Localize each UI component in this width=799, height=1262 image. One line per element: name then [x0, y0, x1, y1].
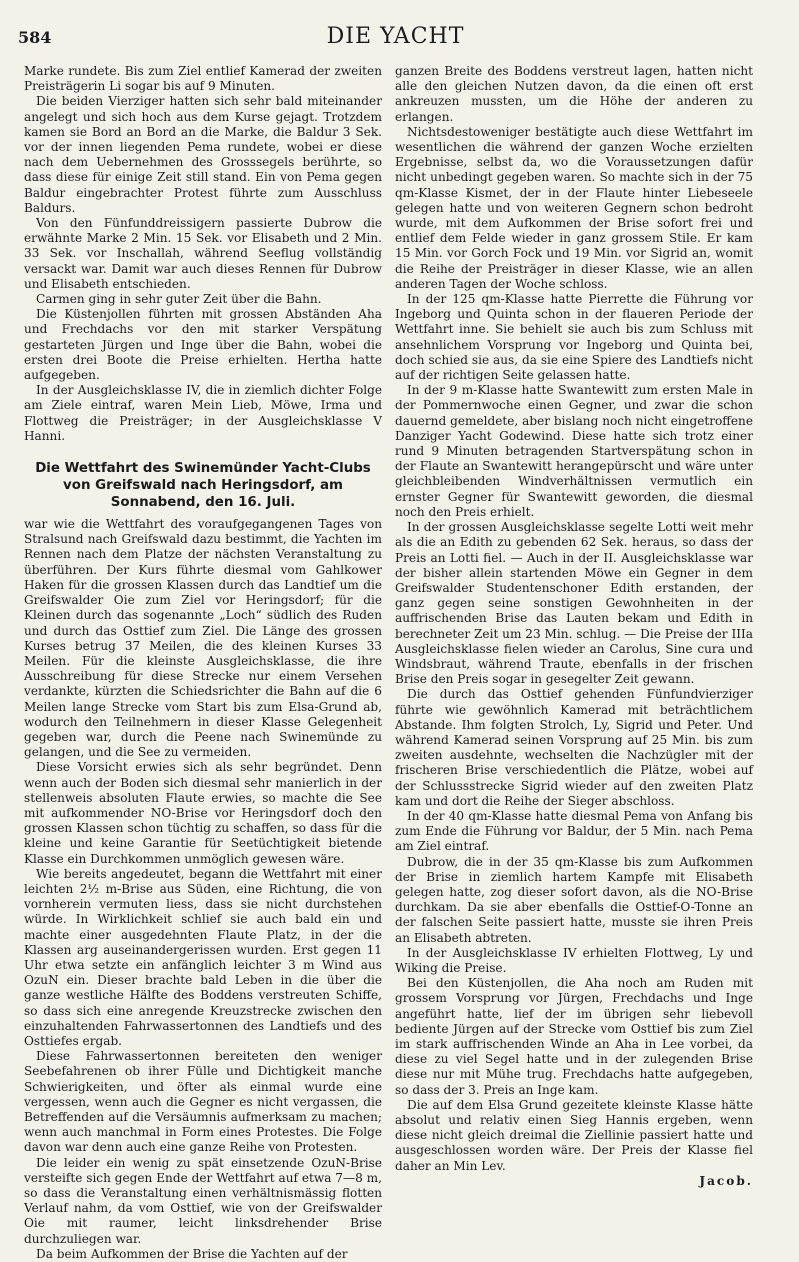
paragraph: Die leider ein wenig zu spät einsetzende OzuN-Brise versteifte sich gegen Ende der Wettfahrt auf etwa 7—8 m, so dass die Veranstaltung einen verhältnismässig flotten Verlauf nahm, da vom Osttief, wie von der Greifswalder Oie mit raumer, leicht linksdrehender Brise durchzuliegen war. [24, 1155, 382, 1246]
paragraph: Die beiden Vierziger hatten sich sehr bald miteinander angelegt und sich hoch aus dem Kurse gejagt. Trotzdem kamen sie Bord an Bord an die Marke, die Baldur 3 Sek. vor der innen liegenden Pema rundete, wobei er diese nach dem Uebernehmen des Grosssegels berührte, so dass diese für einige Zeit still stand. Ein von Pema gegen Baldur eingebrachter Protest führte zum Ausschluss Baldurs. [24, 94, 382, 215]
paragraph: In der 9 m-Klasse hatte Swantewitt zum ersten Male in der Pommernwoche einen Gegner, und zwar die schon dauernd gemeldete, aber bislang noch nicht eingetroffene Danziger Yacht Godewind. Diese hatte sich trotz einer rund 9 Minuten betragenden Startverspätung schon in der Flaute an Swantewitt herangepürscht und wäre unter gleichbleibenden Windverhältnissen vermutlich ein ernster Gegner für Swantewitt geworden, die diesmal noch den Preis erhielt. [395, 383, 753, 519]
paragraph: Bei den Küstenjollen, die Aha noch am Ruden mit grossem Vorsprung vor Jürgen, Frechdachs und Inge angeführt hatte, lief der im übrigen sehr liebevoll bediente Jürgen auf der Strecke vom Osttief bis zum Ziel im stark auffrischenden Winde an Aha in Lee vorbei, da diese zu viel Segel hatte und in der zulegenden Brise diese nur mit Mühe trug. Frechdachs hatte aufgegeben, so dass der 3. Preis an Inge kam. [395, 976, 753, 1097]
paragraph: Nichtsdestoweniger bestätigte auch diese Wettfahrt im wesentlichen die während der ganzen Woche erzielten Ergebnisse, selbst da, wo die Voraussetzungen dafür nicht unbedingt gegeben waren. So machte sich in der 75 qm-Klasse Kismet, der in der Flaute hinter Liebeseele gelegen hatte und von weiteren Gegnern schon bedroht wurde, mit dem Aufkommen der Brise sofort frei und entlief dem Felde wieder in ganz grossem Stile. Er kam 15 Min. vor Gorch Fock und 19 Min. vor Sigrid an, womit die Reihe der Preisträger in dieser Klasse, wie an allen anderen Tagen der Woche schloss. [395, 124, 753, 291]
page-number: 584 [18, 28, 52, 47]
page-header [18, 24, 773, 58]
paragraph: Die Küstenjollen führten mit grossen Abständen Aha und Frechdachs vor den mit starker Verspätung gestarteten Jürgen und Inge über die Bahn, wobei die ersten drei Boote die Preise erhielten. Hertha hatte aufgegeben. [24, 307, 382, 383]
section-heading: Die Wettfahrt des Swinemünder Yacht-Clubs von Greifswald nach Heringsdorf, am Sonnabend, den 16. Juli. [35, 461, 371, 511]
paragraph: In der 125 qm-Klasse hatte Pierrette die Führung vor Ingeborg und Quinta schon in der flaueren Periode der Wettfahrt inne. Sie behielt sie auch bis zum Schluss mit ansehnlichem Vorsprung vor Ingeborg und Quinta bei, doch schied sie aus, da sie eine Spiere des Landtiefs nicht auf der richtigen Seite gelassen hatte. [395, 292, 753, 383]
right-column [395, 64, 753, 1189]
author-signature: Jacob. [699, 1173, 753, 1188]
paragraph: Diese Vorsicht erwies sich als sehr begründet. Denn wenn auch der Boden sich diesmal sehr manierlich in der stellenweis absoluten Flaute erwies, so machte die See mit aufkommender NO-Brise vor Heringsdorf doch den grossen Klassen schon tüchtig zu schaffen, so dass für die kleine und keine Garantie für Seetüchtigkeit bietende Klasse ein Durchkommen unmöglich gewesen wäre. [24, 760, 382, 866]
paragraph: In der Ausgleichsklasse IV, die in ziemlich dichter Folge am Ziele eintraf, waren Mein Lieb, Möwe, Irma und Flottweg die Preisträger; in der Ausgleichsklasse V Hanni. [24, 383, 382, 443]
journal-title: DIE YACHT [326, 24, 465, 49]
paragraph: In der 40 qm-Klasse hatte diesmal Pema von Anfang bis zum Ende die Führung vor Baldur, der 5 Min. nach Pema am Ziel eintraf. [395, 808, 753, 854]
paragraph: Marke rundete. Bis zum Ziel entlief Kamerad der zweiten Preisträgerin Li sogar bis auf 9 Minuten. [24, 64, 382, 94]
paragraph: Diese Fahrwassertonnen bereiteten den weniger Seebefahrenen ob ihrer Fülle und Dichtigkeit manche Schwierigkeiten, und öfter als einmal wurde eine vergessen, wenn auch die Gegner es nicht vergassen, die Betreffenden auf die Versäumnis aufmerksam zu machen; wenn auch manchmal in Form eines Protestes. Die Folge davon war denn auch eine ganze Reihe von Protesten. [24, 1049, 382, 1155]
paragraph: Wie bereits angedeutet, begann die Wettfahrt mit einer leichten 2½ m-Brise aus Süden, eine Richtung, die von vornherein vermuten liess, dass sie nicht durchstehen würde. In Wirklichkeit schlief sie auch bald ein und machte einer ausgedehnten Flaute Platz, in der die Klassen arg auseinandergerissen wurden. Erst gegen 11 Uhr etwa setzte ein anfänglich leichter 3 m Wind aus OzuN ein. Dieser brachte bald Leben in die über die ganze westliche Hälfte des Boddens verstreuten Schiffe, so dass sich eine anregende Kreuzstrecke zwischen den einzuhaltenden Fahrwassertonnen des Landtiefs und des Osttiefes ergab. [24, 866, 382, 1048]
paragraph: war wie die Wettfahrt des voraufgegangenen Tages von Stralsund nach Greifswald dazu bestimmt, die Yachten im Rennen nach dem Platze der nächsten Veranstaltung zu überführen. Der Kurs führte diesmal vom Gahlkower Haken für die grossen Klassen durch das Landtief um die Greifswalder Oie zum Ziel vor Heringsdorf; für die Kleinen durch das sogenannte „Loch“ südlich des Ruden und durch das Osttief zum Ziel. Die Länge des grossen Kurses betrug 37 Meilen, die des kleinen Kurses 33 Meilen. Für die kleinste Ausgleichsklasse, die ihre Ausschreibung für diese Strecke nur einem Versehen verdankte, kürzten die Schiedsrichter die Bahn auf die 6 Meilen lange Strecke vom Start bis zum Elsa-Grund ab, wodurch den Teilnehmern in dieser Klasse Gelegenheit gegeben war, durch die Peene nach Swinemünde zu gelangen, und die See zu vermeiden. [24, 517, 382, 760]
paragraph: Da beim Aufkommen der Brise die Yachten auf der [36, 1246, 348, 1261]
paragraph: Carmen ging in sehr guter Zeit über die Bahn. [36, 292, 322, 307]
left-column [24, 64, 382, 1262]
paragraph: In der Ausgleichsklasse IV erhielten Flottweg, Ly und Wiking die Preise. [395, 945, 753, 975]
paragraph: Die durch das Osttief gehenden Fünfundvierziger führte wie gewöhnlich Kamerad mit beträchtlichem Abstande. Ihm folgten Strolch, Ly, Sigrid und Peter. Und während Kamerad seinen Vorsprung auf 25 Min. bis zum zweiten ausdehnte, wechselten die Nachzügler mit der frischeren Brise verschiedentlich die Plätze, wobei auf der Schlussstrecke Sigrid wieder auf den zweiten Platz kam und dort die Reihe der Sieger abschloss. [395, 687, 753, 808]
paragraph: Dubrow, die in der 35 qm-Klasse bis zum Aufkommen der Brise in ziemlich hartem Kampfe mit Elisabeth gelegen hatte, zog dieser sofort davon, als die NO-Brise durchkam. Da sie aber ebenfalls die Osttief-O-Tonne an der falschen Seite passiert hatte, musste sie ihren Preis an Elisabeth abtreten. [395, 854, 753, 945]
paragraph: In der grossen Ausgleichsklasse segelte Lotti weit mehr als die an Edith zu gebenden 62 Sek. heraus, so dass der Preis an Lotti fiel. — Auch in der II. Ausgleichsklasse war der bisher allein startenden Möwe ein Gegner in dem Greifswalder Studentenschoner Edith erstanden, der ganz gegen seine sonstigen Gewohnheiten in der auffrischenden Brise das Lauten bekam und Edith in berechneter Zeit um 23 Min. schlug. — Die Preise der IIIa Ausgleichsklasse fielen wieder an Carolus, Sine cura und Windsbraut, während Traute, ebenfalls in der frischen Brise den Preis sogar in gesegelter Zeit gewann. [395, 520, 753, 687]
paragraph: ganzen Breite des Boddens verstreut lagen, hatten nicht alle den gleichen Nutzen davon, da die einen oft erst ankreuzen mussten, um die Höhe der anderen zu erlangen. [395, 64, 753, 124]
paragraph: Die auf dem Elsa Grund gezeitete kleinste Klasse hätte absolut und relativ einen Sieg Hannis ergeben, wenn diese nicht gleich dreimal die Ziellinie passiert hatte und ausgeschlossen worden wäre. Der Preis der Klasse fiel daher an Min Lev. [395, 1097, 753, 1173]
paragraph: Von den Fünfunddreissigern passierte Dubrow die erwähnte Marke 2 Min. 15 Sek. vor Elisabeth und 2 Min. 33 Sek. vor Inschallah, während Seeflug vollständig versackt war. Damit war auch dieses Rennen für Dubrow und Elisabeth entschieden. [24, 216, 382, 291]
